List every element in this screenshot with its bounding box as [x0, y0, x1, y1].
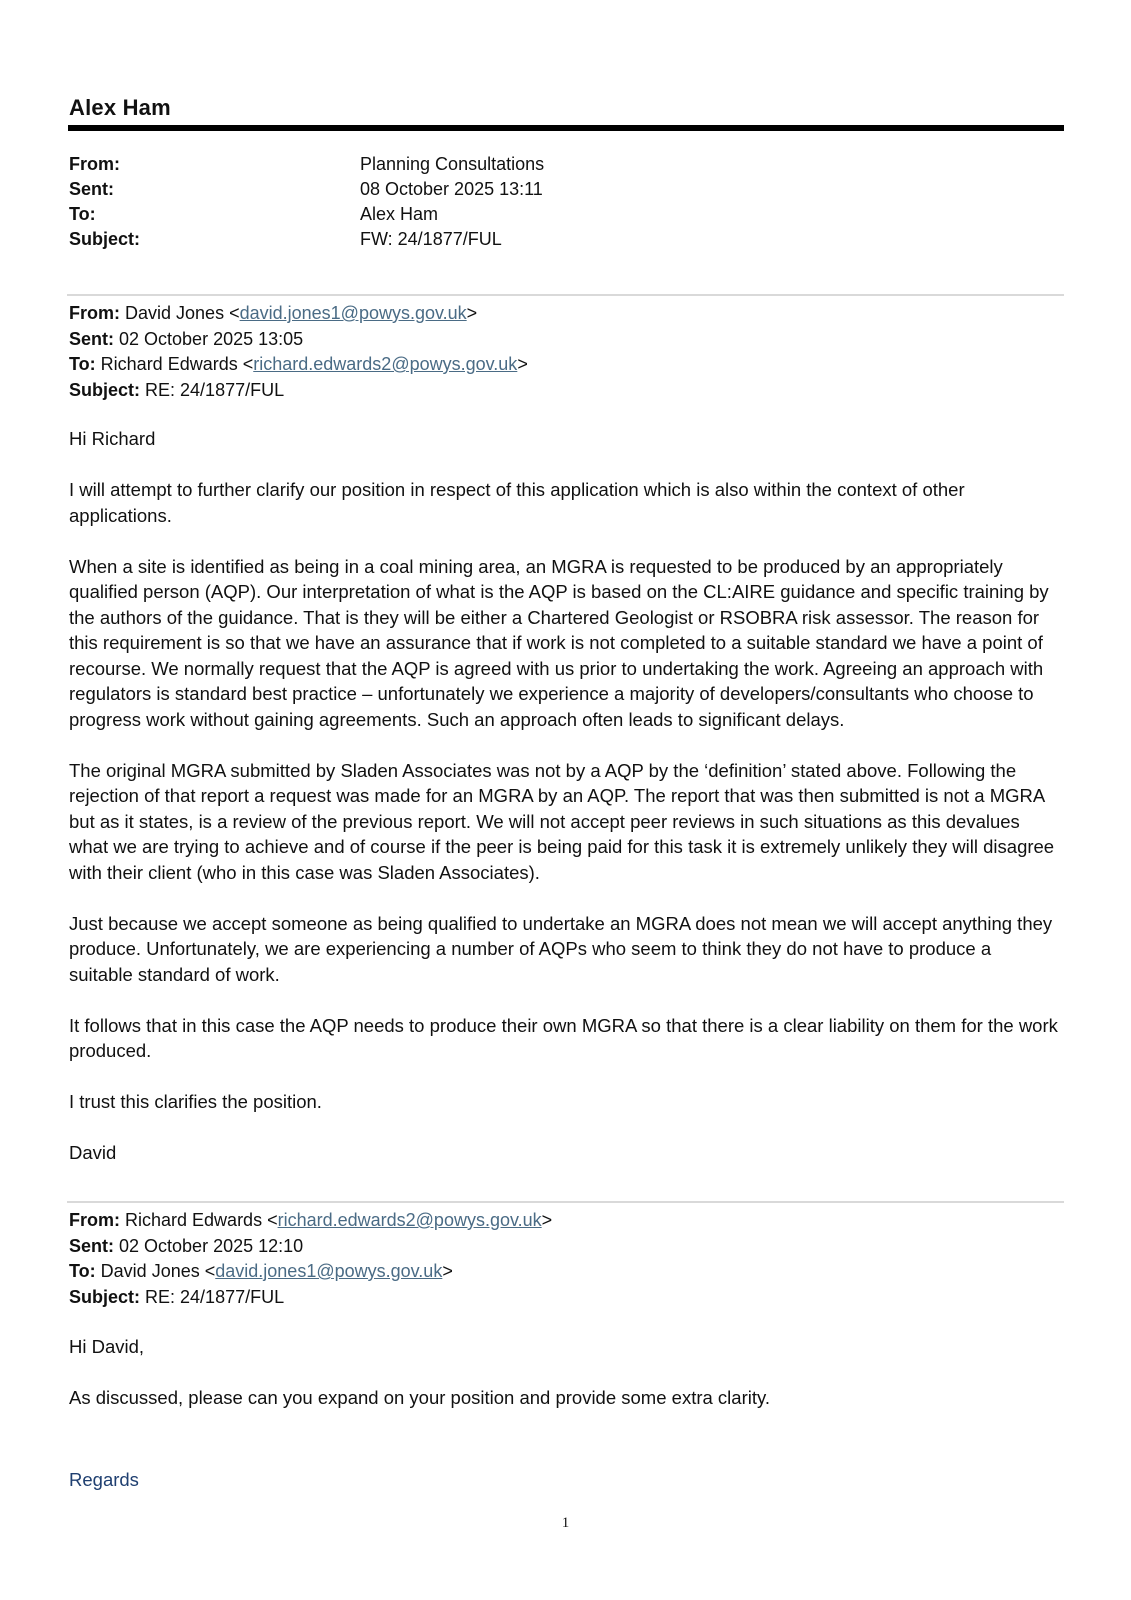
from-email-link[interactable]: david.jones1@powys.gov.uk — [239, 303, 467, 323]
subject-value: RE: 24/1877/FUL — [145, 1286, 285, 1307]
to-close: > — [517, 354, 528, 374]
to-close: > — [442, 1261, 453, 1281]
paragraph: Hi David, — [69, 1336, 145, 1357]
message-1-body — [69, 426, 1059, 1191]
document-title: Alex Ham — [69, 95, 171, 120]
paragraph: Just because we accept someone as being qualified to undertake an MGRA does not mean we will accept anything they produce. Unfortunately, we are experiencing a number of AQPs who seem to think they do not have to produce a suitable standard of work. — [69, 912, 1053, 985]
subject-value: RE: 24/1877/FUL — [145, 379, 285, 400]
message-1-header — [69, 301, 528, 403]
paragraph: I trust this clarifies the position. — [69, 1091, 322, 1112]
message-1-subject — [69, 378, 528, 404]
header-sent-value: 08 October 2025 13:11 — [360, 179, 543, 199]
message-1-from — [69, 301, 528, 327]
from-name: Richard Edwards < — [125, 1210, 278, 1230]
message-2-subject — [69, 1285, 552, 1311]
to-name: Richard Edwards < — [100, 354, 254, 374]
header-sent-label: Sent: — [69, 179, 114, 199]
from-close: > — [541, 1210, 553, 1230]
header-from-label: From: — [69, 154, 120, 174]
header-to-label: To: — [69, 204, 96, 224]
paragraph: The original MGRA submitted by Sladen Associates was not by a AQP by the ‘definition’ stated above. Following the rejection of that report a request was made for an MGRA by an AQP. The report that was then submitted is not a MGRA but as it states, is a review of the previous report. We will not accept peer reviews in such situations as this devalues what we are trying to achieve and of course if the peer is being paid for this task it is extremely unlikely they will disagree with their client (who in this case was Sladen Associates). — [69, 759, 1055, 883]
to-label: To: — [69, 354, 96, 374]
to-name: David Jones < — [100, 1261, 216, 1281]
message-2-body — [69, 1334, 1059, 1436]
from-close: > — [466, 303, 478, 323]
from-label: From: — [69, 303, 120, 323]
header-from-value: Planning Consultations — [360, 154, 545, 174]
to-email-link[interactable]: david.jones1@powys.gov.uk — [215, 1261, 443, 1281]
sent-label: Sent: — [69, 328, 114, 349]
header-subject-label: Subject: — [69, 229, 141, 249]
subject-label: Subject: — [69, 379, 141, 400]
signature: David — [69, 1142, 117, 1163]
paragraph: As discussed, please can you expand on your position and provide some extra clarity. — [69, 1387, 770, 1408]
signoff: Regards — [69, 1469, 139, 1490]
subject-label: Subject: — [69, 1286, 141, 1307]
page-number: 1 — [561, 1515, 570, 1531]
to-email-link[interactable]: richard.edwards2@powys.gov.uk — [253, 354, 518, 374]
message-separator — [67, 1201, 1064, 1203]
from-label: From: — [69, 1210, 120, 1230]
message-2-from — [69, 1208, 552, 1234]
message-2-sent — [69, 1234, 552, 1260]
header-to-value: Alex Ham — [360, 204, 439, 224]
message-1-sent — [69, 327, 528, 353]
paragraph: It follows that in this case the AQP needs to produce their own MGRA so that there is a clear liability on them for the work produced. — [69, 1014, 1058, 1061]
from-name: David Jones < — [125, 303, 240, 323]
sent-value: 02 October 2025 13:05 — [119, 328, 304, 349]
message-2-to — [69, 1259, 552, 1285]
message-2-header — [69, 1208, 552, 1310]
from-email-link[interactable]: richard.edwards2@powys.gov.uk — [277, 1210, 542, 1230]
header-subject-value: FW: 24/1877/FUL — [360, 229, 502, 249]
sent-label: Sent: — [69, 1235, 114, 1256]
to-label: To: — [69, 1261, 96, 1281]
sent-value: 02 October 2025 12:10 — [119, 1235, 304, 1256]
paragraph: I will attempt to further clarify our position in respect of this application which is also within the context of other applications. — [69, 479, 965, 526]
message-separator — [67, 294, 1064, 296]
message-1-to — [69, 352, 528, 378]
title-rule — [68, 125, 1064, 131]
paragraph: Hi Richard — [69, 428, 156, 449]
paragraph: When a site is identified as being in a coal mining area, an MGRA is requested to be produced by an appropriately qualified person (AQP). Our interpretation of what is the AQP is based on the CL:AIRE guidance and specific training by the authors of the guidance. That is they will be either a Chartered Geologist or RSOBRA risk assessor. The reason for this requirement is so that we have an assurance that if work is not completed to a suitable standard we have a point of recourse. We normally request that the AQP is agreed with us prior to undertaking the work. Agreeing an approach with regulators is standard best practice – unfortunately we experience a majority of developers/consultants who choose to progress work without gaining agreements. Such an approach often leads to significant delays. — [69, 555, 1049, 730]
